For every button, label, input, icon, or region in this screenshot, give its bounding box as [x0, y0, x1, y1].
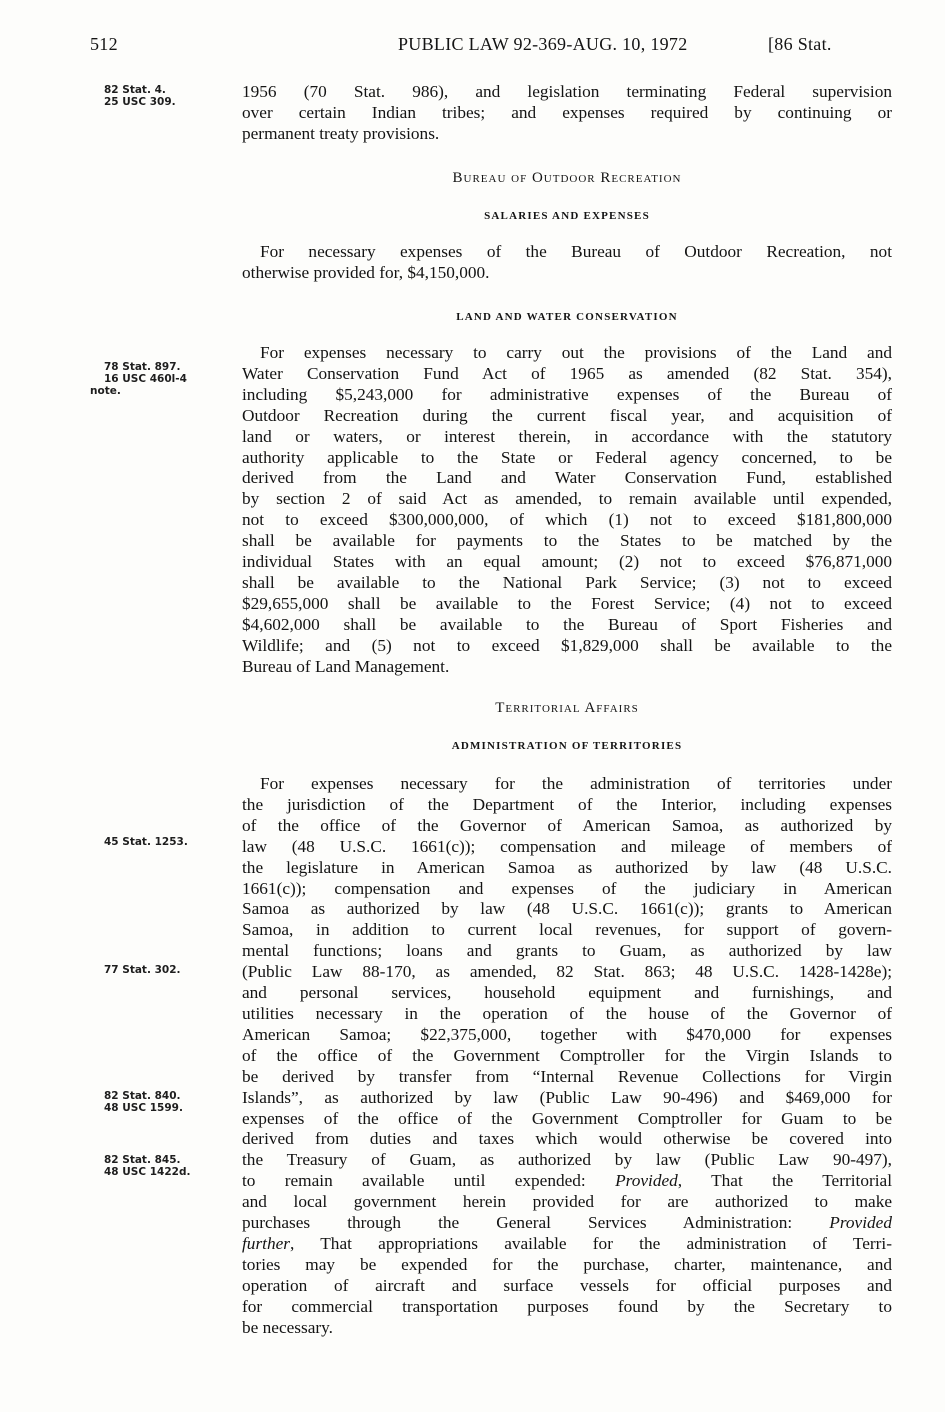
section-heading: Territorial Affairs	[495, 700, 639, 716]
further-emphasis: further	[242, 1233, 291, 1253]
margin-note: 82 Stat. 4. 25 USC 309.	[104, 84, 176, 108]
section-heading: Bureau of Outdoor Recreation	[452, 170, 682, 186]
volume-label: [86 Stat.	[768, 34, 832, 54]
margin-note: 77 Stat. 302.	[104, 964, 181, 976]
territories-paragraph: For expenses necessary for the administration of territories under the jurisdiction of the Department of the Interior, including expenses of the office of the Governor of American Samoa, as authorized by law (48 U.S.C. 1661(c)); compensation and mileage of members of the legislature in American Samoa as authorized by law (48 U.S.C. 1661(c)); compensation and expenses of the judiciary in American Samoa as authorized by law (48 U.S.C. 1661(c)); grants to American Samoa, in addition to current local revenues, for support of govern- mental functions; loans and grants to Guam, as authorized by law (Public Law 88-170, as amended, 82 Stat. 863; 48 U.S.C. 1428-1428e); and personal services, household equipment and furnishings, and utilities necessary in the operation of the house of the Governor of American Samoa; $22,375,000, together with $470,000 for expenses of the office of the Government Comptroller for the Virgin Islands to be derived by transfer from “Internal Revenue Collections for Virgin Islands”, as authorized by law (Public Law 90-496) and $469,000 for expenses of the office of the Government Comptroller for Guam to be derived from duties and taxes which would otherwise be covered into the Treasury of Guam, as authorized by law (Public Law 90-497), to remain available until expended: Provided, That the Territorial and local government herein provided for are authorized to make purchases through the General Services Administration: Provided further, That appropriations available for the administration of Terri- tories may be expended for the purchase, charter, maintenance, and operation of aircraft and surface vessels for official purposes and for commercial transportation purposes found by the Secretary to be necessary.	[242, 774, 892, 1337]
provided-emphasis: Provided	[829, 1213, 892, 1233]
provided-emphasis: Provided	[615, 1171, 678, 1191]
margin-note: 82 Stat. 840. 48 USC 1599.	[104, 1090, 183, 1114]
margin-note: 78 Stat. 897. 16 USC 460l-4 note.	[90, 361, 187, 397]
running-title: PUBLIC LAW 92-369-AUG. 10, 1972	[398, 34, 688, 54]
subsection-heading: ADMINISTRATION OF TERRITORIES	[451, 740, 683, 752]
margin-note: 45 Stat. 1253.	[104, 836, 188, 848]
land-water-paragraph: For expenses necessary to carry out the provisions of the Land and Water Conservation Fund Act of 1965 as amended (82 Stat. 354), including $5,243,000 for administrative expenses of the Bureau of Outdoor Recreation during the current fiscal year, and acquisition of land or waters, or interest therein, in accordance with the statutory authority applicable to the State or Federal agency concerned, to be derived from the Land and Water Conservation Fund, established by section 2 of said Act as amended, to remain available until expended, not to exceed $300,000,000, of which (1) not to exceed $181,800,000 shall be available for payments to the States to be matched by the individual States with an equal amount; (2) not to exceed $76,871,000 shall be available to the National Park Service; (3) not to exceed $29,655,000 shall be available to the Forest Service; (4) not to exceed $4,602,000 shall be available to the Bureau of Sport Fisheries and Wildlife; and (5) not to exceed $1,829,000 shall be available to the Bureau of Land Management.	[242, 343, 892, 676]
subsection-heading: SALARIES AND EXPENSES	[484, 210, 650, 222]
margin-note: 82 Stat. 845. 48 USC 1422d.	[104, 1154, 191, 1178]
page-number: 512	[90, 34, 118, 54]
continued-paragraph: 1956 (70 Stat. 986), and legislation terminating Federal supervision over certain Indian tribes; and expenses required by continuing or permanent treaty provisions.	[242, 82, 892, 143]
salaries-paragraph: For necessary expenses of the Bureau of Outdoor Recreation, not otherwise provided for, $4,150,000.	[242, 242, 892, 282]
subsection-heading: LAND AND WATER CONSERVATION	[456, 311, 678, 323]
